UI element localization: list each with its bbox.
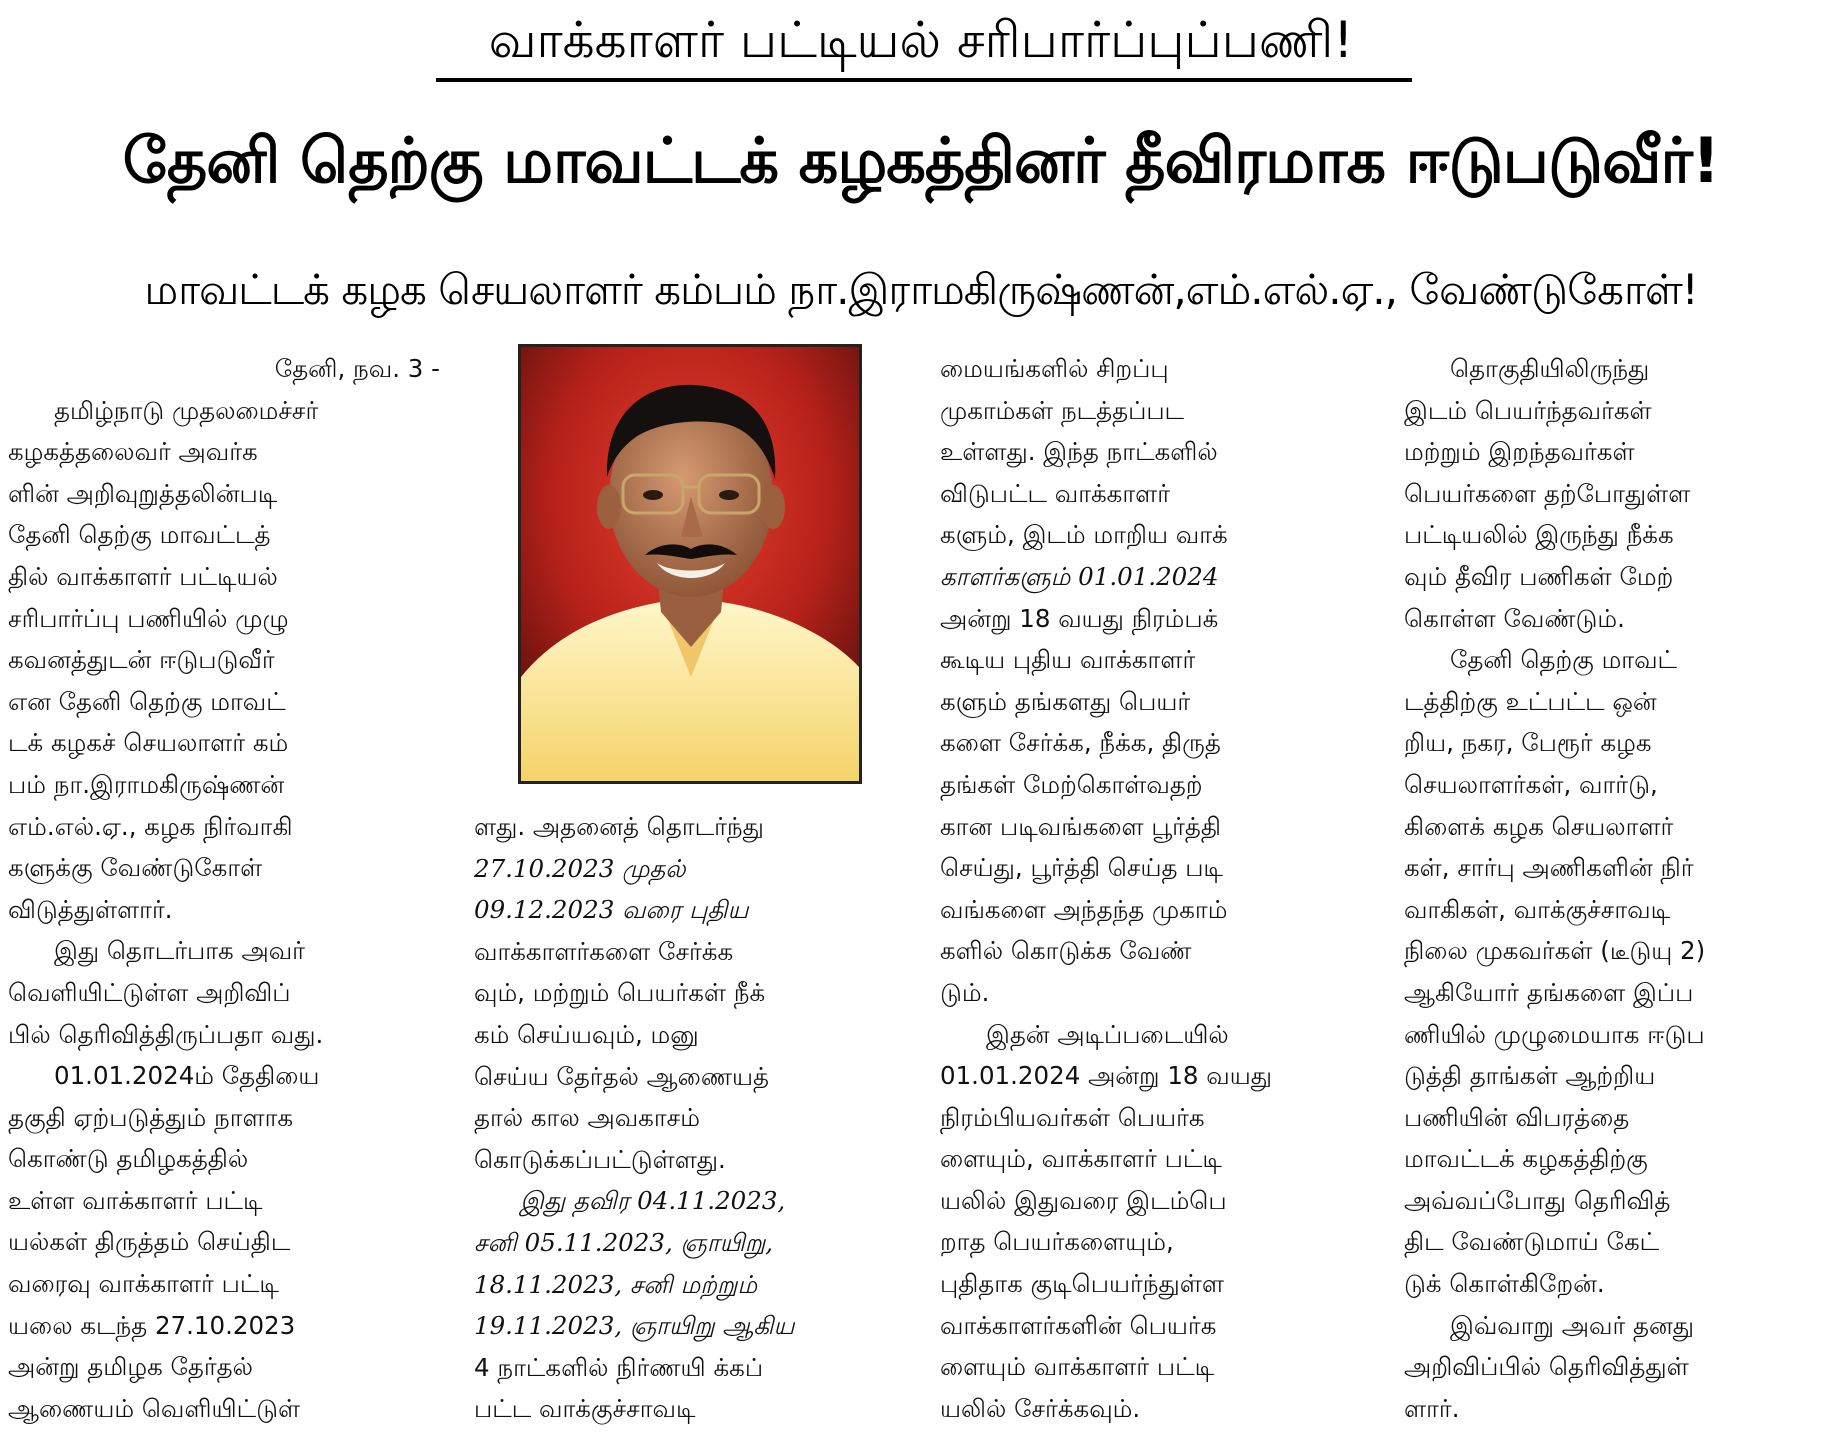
- text-line: வரைவு வாக்காளர் பட்டி: [8, 1269, 279, 1299]
- text-line: கள், சார்பு அணிகளின் நிர்: [1404, 853, 1694, 883]
- text-line: கிளைக் கழக செயலாளர்: [1404, 811, 1674, 841]
- text-line: 01.01.2024ம் தேதியை: [54, 1061, 320, 1091]
- text-line: ளையும் வாக்காளர் பட்டி: [940, 1352, 1215, 1382]
- text-line: இது தவிர 04.11.2023,: [520, 1186, 786, 1216]
- text-line: 18.11.2023, சனி மற்றும்: [474, 1269, 758, 1299]
- text-line: தில் வாக்காளர் பட்டியல்: [8, 561, 278, 591]
- text-line: தேனி தெற்கு மாவட்: [1450, 645, 1678, 675]
- text-line: பணியின் விபரத்தை: [1404, 1102, 1630, 1132]
- text-line: சரிபார்ப்பு பணியில் முழு: [8, 603, 289, 633]
- text-line: அறிவிப்பில் தெரிவித்துள்: [1404, 1352, 1689, 1382]
- text-line: களும் தங்களது பெயர்: [940, 686, 1191, 716]
- text-line: விடுத்துள்ளார்.: [8, 894, 173, 924]
- text-line: இது தொடர்பாக அவர்: [54, 936, 305, 966]
- text-line: தகுதி ஏற்படுத்தும் நாளாக: [8, 1102, 294, 1132]
- text-line: என தேனி தெற்கு மாவட்: [8, 686, 286, 716]
- text-line: தொகுதியிலிருந்து: [1450, 354, 1650, 383]
- text-line: தேனி, நவ. 3 -: [274, 354, 440, 383]
- text-line: டக் கழகச் செயலாளர் கம்: [8, 728, 289, 758]
- text-line: களில் கொடுக்க வேண்: [940, 936, 1192, 966]
- text-line: ளின் அறிவுறுத்தலின்படி: [8, 478, 278, 508]
- text-line: தமிழ்நாடு முதலமைச்சர்: [54, 395, 319, 425]
- text-line: 4 நாட்களில் நிர்ணயி க்கப்: [474, 1352, 764, 1382]
- text-line: டுக் கொள்கிறேன்.: [1404, 1269, 1605, 1299]
- text-line: ளது. அதனைத் தொடர்ந்து: [474, 812, 764, 841]
- article-column-4: [1404, 348, 1834, 1429]
- text-line: கவனத்துடன் ஈடுபடுவீர்: [8, 645, 275, 675]
- text-line: செய்து, பூர்த்தி செய்த படி: [940, 853, 1223, 883]
- text-line: தங்கள் மேற்கொள்வதற்: [940, 769, 1203, 799]
- text-line: யலில் சேர்க்கவும்.: [940, 1393, 1141, 1423]
- text-line: 27.10.2023 முதல்: [474, 853, 686, 883]
- text-line: பெயர்களை தற்போதுள்ள: [1404, 478, 1691, 508]
- text-line: ணியில் முழுமையாக ஈடுப: [1404, 1019, 1705, 1049]
- text-line: புதிதாக குடிபெயர்ந்துள்ள: [940, 1269, 1224, 1299]
- text-line: இவ்வாறு அவர் தனது: [1450, 1310, 1695, 1340]
- article-column-3: [940, 348, 1370, 1429]
- text-line: செய்ய தேர்தல் ஆணையத்: [474, 1061, 769, 1091]
- text-line: இதன் அடிப்படையில்: [986, 1019, 1229, 1049]
- text-line: களும், இடம் மாறிய வாக்: [940, 520, 1228, 550]
- portrait-image: [521, 347, 859, 781]
- text-line: கொள்ள வேண்டும்.: [1404, 603, 1625, 633]
- text-line: தேனி தெற்கு மாவட்டத்: [8, 520, 271, 550]
- text-line: பட்ட வாக்குச்சாவடி: [474, 1394, 696, 1424]
- text-line: யலில் இதுவரை இடம்பெ: [940, 1185, 1227, 1215]
- text-line: மையங்களில் சிறப்பு: [940, 354, 1169, 383]
- text-line: டும்.: [940, 977, 990, 1007]
- text-line: மாவட்டக் கழகத்திற்கு: [1404, 1144, 1648, 1174]
- text-line: ளார்.: [1404, 1393, 1460, 1423]
- text-line: சனி 05.11.2023, ஞாயிறு,: [474, 1227, 774, 1257]
- kicker-headline: வாக்காளர் பட்டியல் சரிபார்ப்புப்பணி!: [488, 11, 1354, 69]
- text-line: பட்டியலில் இருந்து நீக்க: [1404, 520, 1674, 550]
- text-line: றாத பெயர்களையும்,: [940, 1227, 1174, 1257]
- text-line: கொண்டு தமிழகத்தில்: [8, 1144, 249, 1174]
- text-line: யலை கடந்த 27.10.2023: [8, 1310, 296, 1340]
- article-column-1: [8, 348, 440, 1429]
- text-line: 01.01.2024 அன்று 18 வயது: [940, 1061, 1272, 1091]
- text-line: வாகிகள், வாக்குச்சாவடி: [1404, 894, 1671, 924]
- text-line: காளர்களும் 01.01.2024: [940, 561, 1219, 591]
- text-line: கொடுக்கப்பட்டுள்ளது.: [474, 1144, 726, 1174]
- text-line: ளையும், வாக்காளர் பட்டி: [940, 1144, 1222, 1174]
- text-line: நிரம்பியவர்கள் பெயர்க: [940, 1102, 1205, 1132]
- text-line: வாக்காளர்களை சேர்க்க: [474, 936, 734, 966]
- text-line: கூடிய புதிய வாக்காளர்: [940, 645, 1196, 675]
- text-line: வாக்காளர்களின் பெயர்க: [940, 1310, 1217, 1340]
- text-line: அன்று தமிழக தேர்தல்: [8, 1352, 253, 1382]
- main-headline: தேனி தெற்கு மாவட்டக் கழகத்தினர் தீவிரமாக ஈடுபடுவீர்!: [122, 124, 1720, 197]
- text-line: அவ்வப்போது தெரிவித்: [1404, 1185, 1671, 1215]
- text-line: வெளியிட்டுள்ள அறிவிப்: [8, 977, 291, 1007]
- portrait-photo: [518, 344, 862, 784]
- text-line: கழகத்தலைவர் அவர்க: [8, 437, 258, 467]
- article-column-2: [474, 806, 910, 1430]
- text-line: உள்ள வாக்காளர் பட்டி: [8, 1185, 263, 1215]
- subheadline: மாவட்டக் கழக செயலாளர் கம்பம் நா.இராமகிருஷ்ணன்,எம்.எல்.ஏ., வேண்டுகோள்!: [144, 265, 1698, 314]
- text-line: 19.11.2023, ஞாயிறு ஆகிய: [474, 1311, 795, 1341]
- text-line: ஆணையம் வெளியிட்டுள்: [8, 1393, 301, 1423]
- text-line: நிலை முகவர்கள் (டீடுயு 2): [1404, 936, 1706, 966]
- text-line: பில் தெரிவித்திருப்பதா வது.: [8, 1019, 324, 1049]
- text-line: டத்திற்கு உட்பட்ட ஒன்: [1404, 686, 1657, 716]
- text-line: விடுபட்ட வாக்காளர்: [940, 478, 1171, 508]
- text-line: 09.12.2023 வரை புதிய: [474, 895, 749, 925]
- text-line: யல்கள் திருத்தம் செய்திட: [8, 1227, 291, 1257]
- text-line: களுக்கு வேண்டுகோள்: [8, 853, 263, 883]
- text-line: அன்று 18 வயது நிரம்பக்: [940, 603, 1219, 633]
- text-line: முகாம்கள் நடத்தப்பட: [940, 395, 1185, 425]
- text-line: எம்.எல்.ஏ., கழக நிர்வாகி: [8, 811, 293, 841]
- text-line: வங்களை அந்தந்த முகாம்: [940, 894, 1228, 924]
- text-line: களை சேர்க்க, நீக்க, திருத்: [940, 728, 1221, 758]
- text-line: ஆகியோர் தங்களை இப்ப: [1404, 977, 1694, 1007]
- text-line: இடம் பெயர்ந்தவர்கள்: [1404, 395, 1652, 425]
- text-line: றிய, நகர, பேரூர் கழக: [1404, 728, 1652, 758]
- text-line: திட வேண்டுமாய் கேட்: [1404, 1227, 1660, 1257]
- text-line: கான படிவங்களை பூர்த்தி: [940, 811, 1221, 841]
- kicker-underline: [436, 78, 1412, 82]
- text-line: செயலாளர்கள், வார்டு,: [1404, 769, 1658, 799]
- text-line: தால் கால அவகாசம்: [474, 1103, 700, 1133]
- text-line: உள்ளது. இந்த நாட்களில்: [940, 437, 1218, 467]
- text-line: கம் செய்யவும், மனு: [474, 1019, 699, 1049]
- text-line: பம் நா.இராமகிருஷ்ணன்: [8, 769, 285, 799]
- text-line: மற்றும் இறந்தவர்கள்: [1404, 437, 1635, 467]
- text-line: டுத்தி தாங்கள் ஆற்றிய: [1404, 1061, 1656, 1091]
- text-line: வும் தீவிர பணிகள் மேற்: [1404, 561, 1674, 591]
- text-line: வும், மற்றும் பெயர்கள் நீக்: [474, 978, 766, 1008]
